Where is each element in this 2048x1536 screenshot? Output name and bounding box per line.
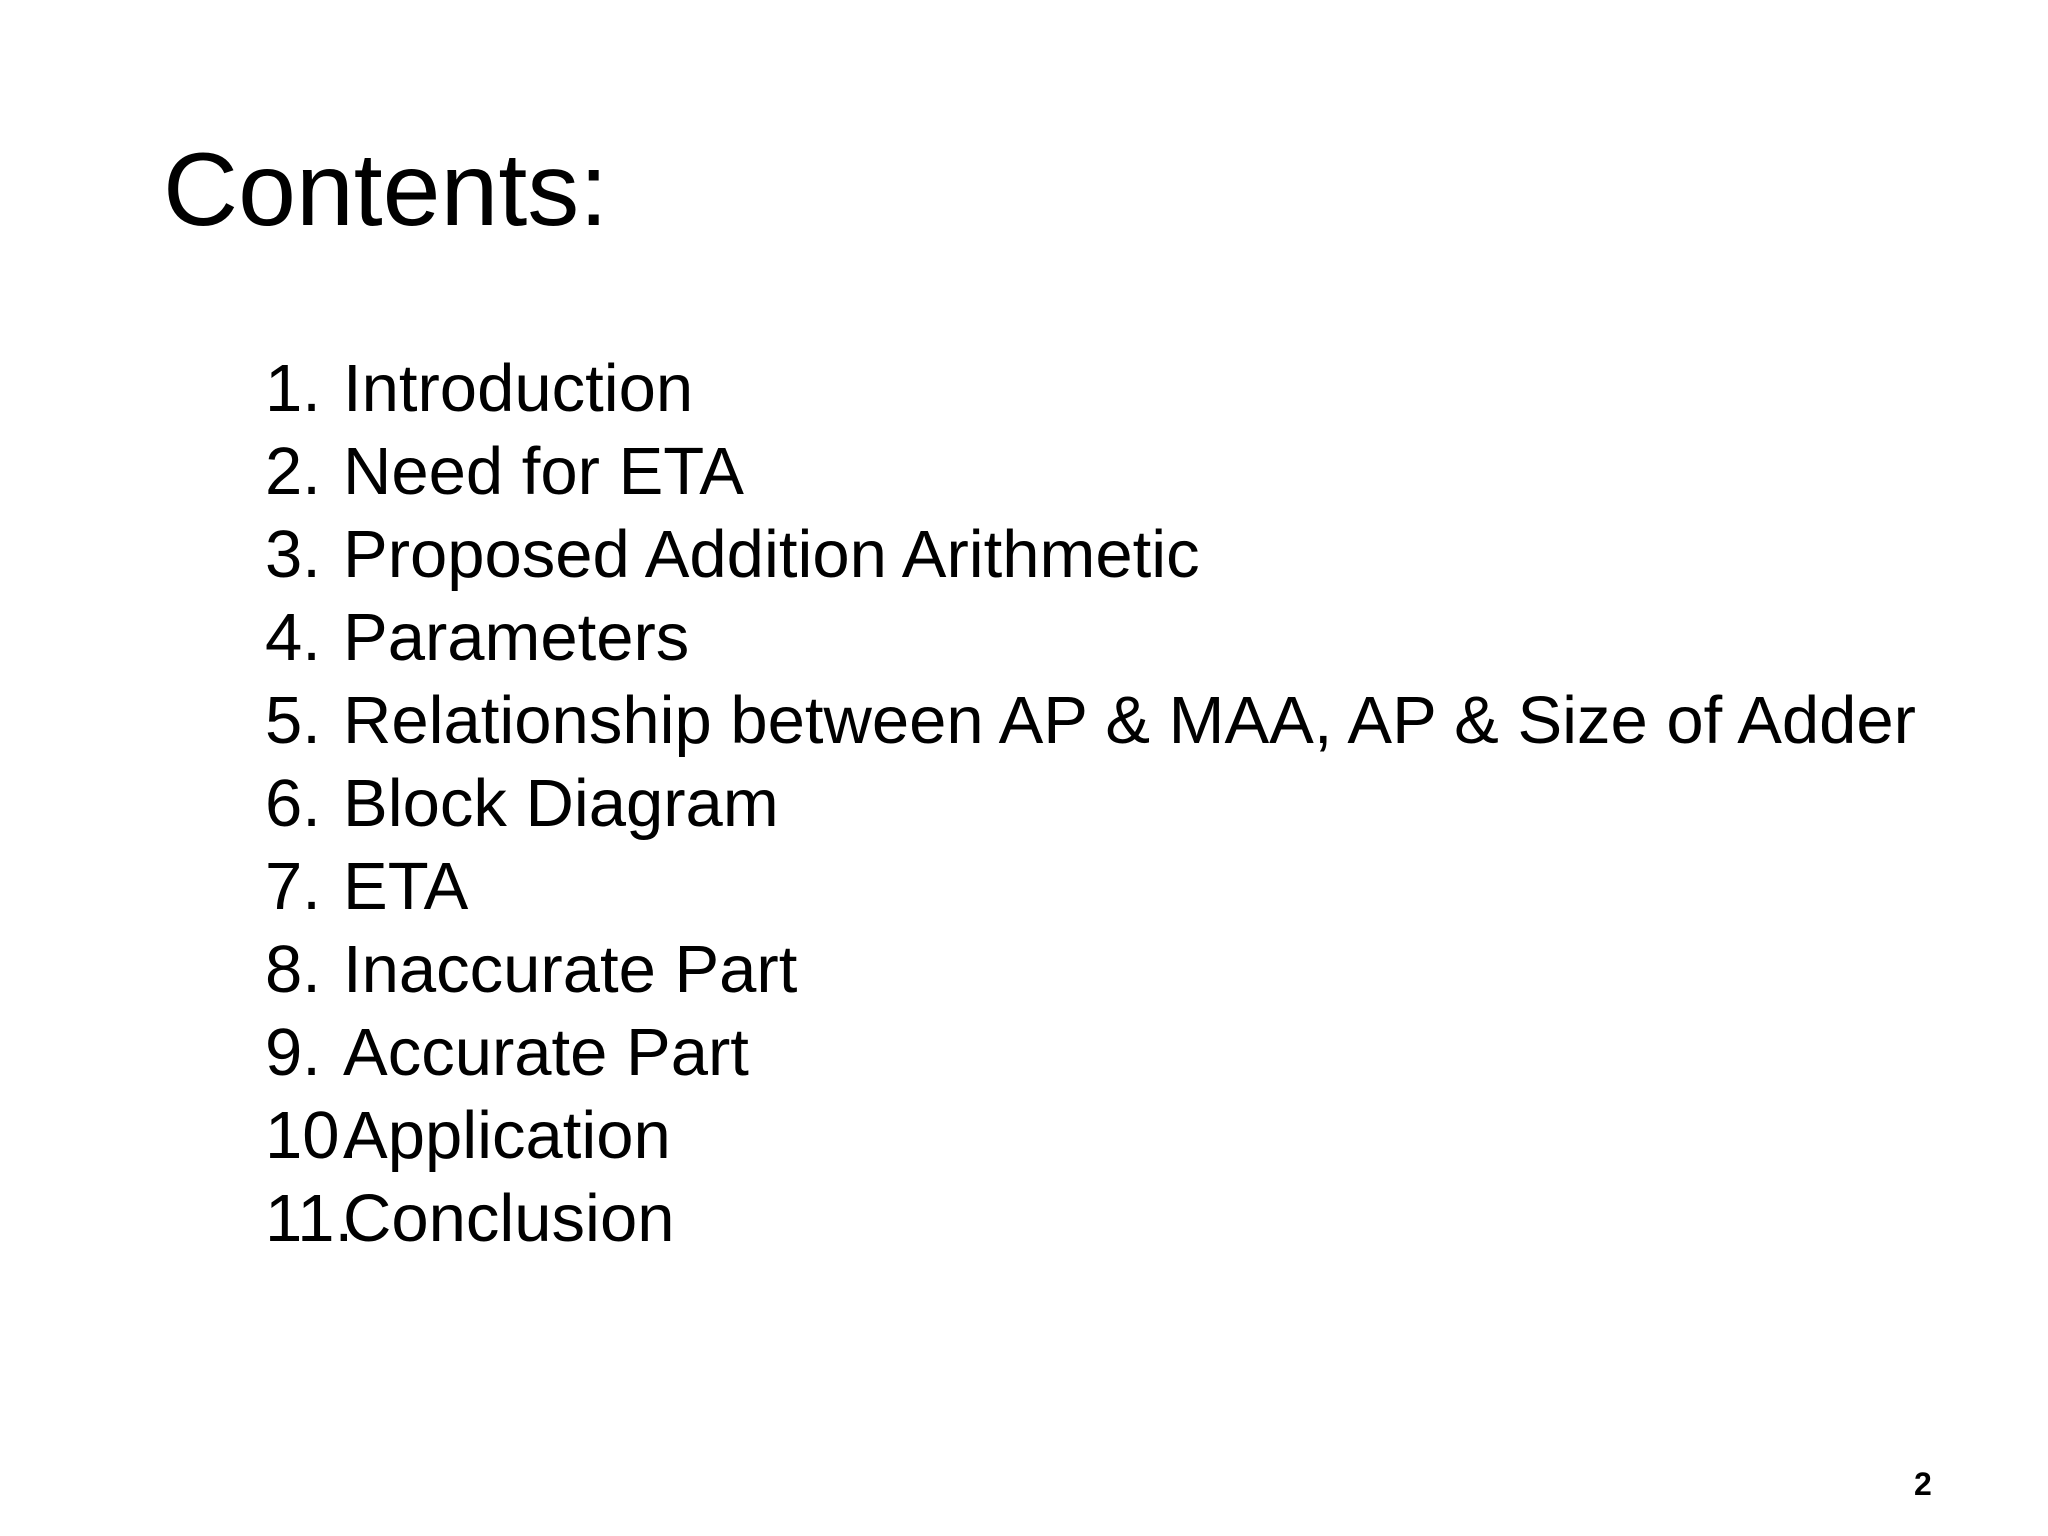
item-number: 5. — [265, 683, 321, 758]
item-text: Relationship between AP & MAA, AP & Size of Adder — [343, 683, 1916, 758]
item-text: Proposed Addition Arithmetic — [343, 517, 1200, 592]
item-text: Parameters — [343, 600, 690, 675]
item-number: 3. — [265, 517, 321, 592]
item-number: 6. — [265, 766, 321, 841]
item-number: 10. — [265, 1098, 359, 1173]
item-number: 9. — [265, 1015, 321, 1090]
item-text: Need for ETA — [343, 434, 744, 509]
list-item — [265, 679, 1916, 762]
list-item — [265, 1094, 1916, 1177]
item-text: Introduction — [343, 351, 694, 426]
item-text: ETA — [343, 849, 469, 924]
list-item — [265, 845, 1916, 928]
item-number: 1. — [265, 351, 321, 426]
list-item — [265, 596, 1916, 679]
list-item — [265, 513, 1916, 596]
item-text: Application — [343, 1098, 671, 1173]
item-number: 7. — [265, 849, 321, 924]
list-item — [265, 430, 1916, 513]
contents-list — [265, 347, 1916, 1260]
list-item — [265, 1011, 1916, 1094]
item-text: Inaccurate Part — [343, 932, 798, 1007]
page-number: 2 — [1914, 1466, 1932, 1502]
item-number: 8. — [265, 932, 321, 1007]
list-item — [265, 928, 1916, 1011]
item-text: Conclusion — [343, 1181, 675, 1256]
item-text: Accurate Part — [343, 1015, 749, 1090]
list-item — [265, 1177, 1916, 1260]
list-item — [265, 762, 1916, 845]
item-text: Block Diagram — [343, 766, 779, 841]
item-number: 4. — [265, 600, 321, 675]
list-item — [265, 347, 1916, 430]
item-number: 2. — [265, 434, 321, 509]
slide-title: Contents: — [163, 132, 609, 248]
item-number: 11. — [265, 1181, 354, 1256]
